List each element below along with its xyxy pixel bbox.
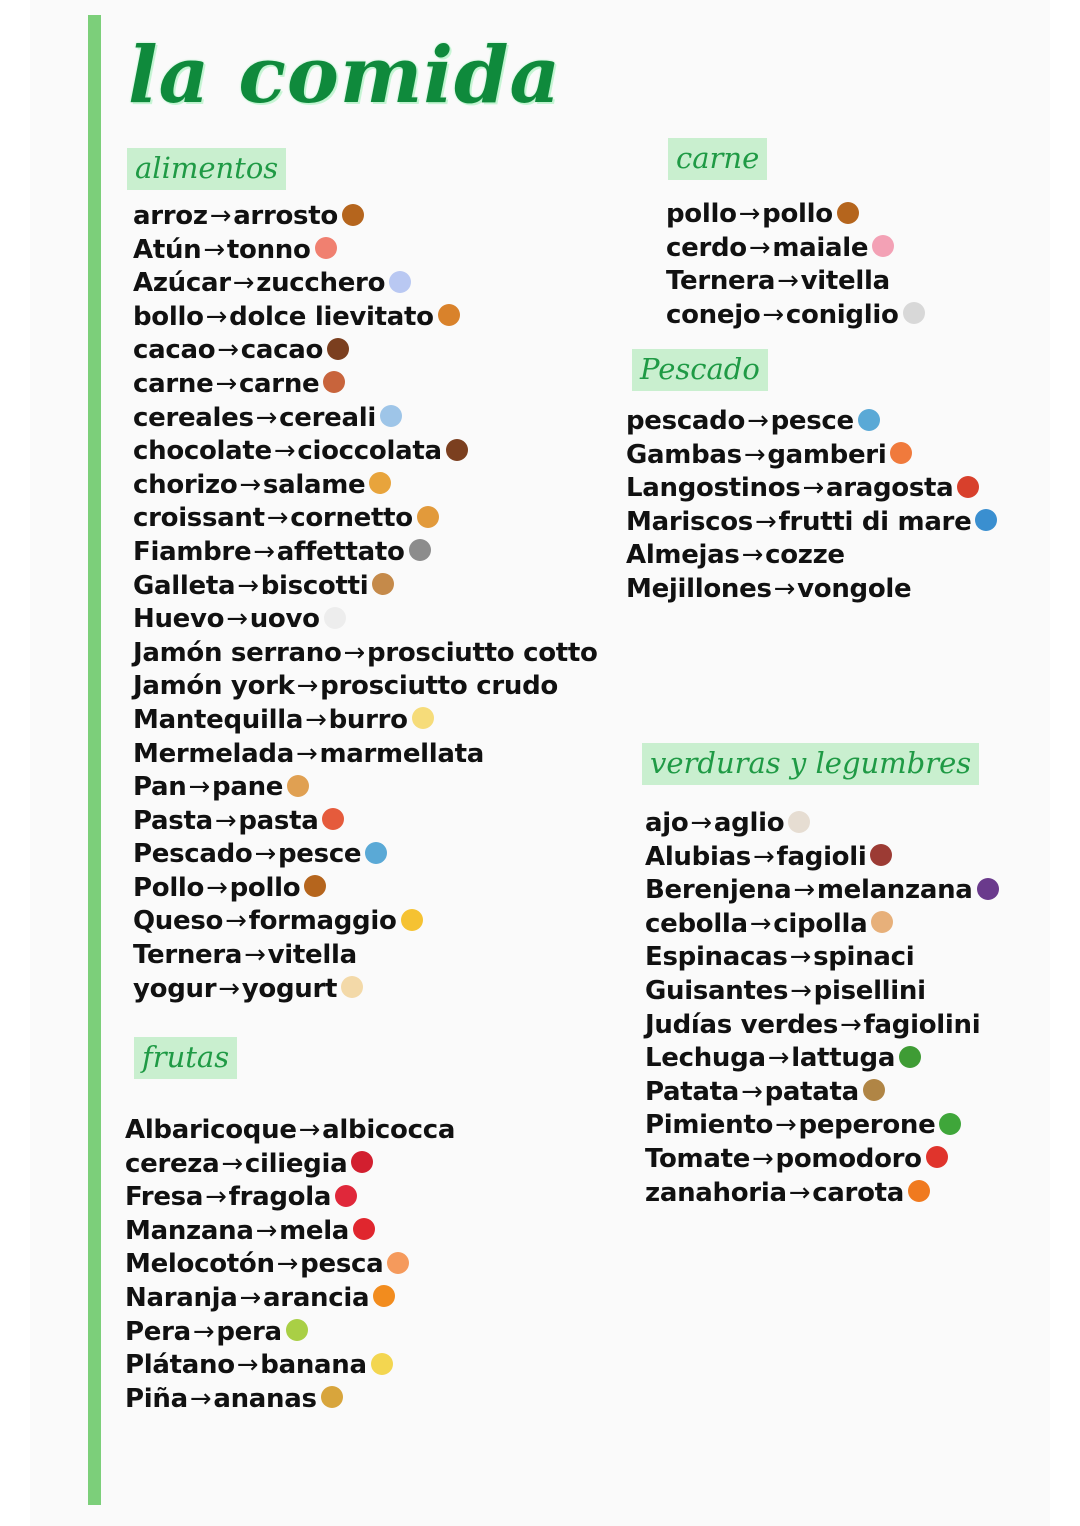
list-carne — [666, 198, 925, 332]
spanish-word: pescado — [626, 406, 746, 436]
italian-word: fragola — [228, 1182, 332, 1213]
vocab-row-pescado — [626, 472, 997, 506]
spanish-word: cebolla — [645, 908, 748, 939]
fish-icon — [365, 842, 387, 864]
spanish-word: Judías verdes — [645, 1009, 839, 1040]
vocab-row-frutas — [125, 1148, 455, 1182]
italian-word: cozze — [765, 540, 845, 571]
pineapple-icon — [321, 1386, 343, 1408]
vocab-row-frutas — [125, 1114, 455, 1148]
italian-word: salame — [262, 469, 366, 500]
vocab-row-verduras — [645, 874, 999, 908]
vocab-row-alimentos — [133, 872, 598, 906]
spanish-word: pollo — [666, 199, 737, 229]
lobster-icon — [957, 476, 979, 498]
vocab-row-alimentos — [133, 771, 598, 805]
vocab-row-alimentos — [133, 368, 598, 402]
italian-word: cioccolata — [297, 436, 442, 467]
section-label-alimentos: alimentos — [127, 148, 286, 190]
italian-word: pesca — [300, 1249, 384, 1280]
spanish-word: cereales — [133, 402, 254, 433]
arrow-icon: → — [777, 266, 799, 297]
spanish-word: Pollo — [133, 872, 205, 903]
ice-cream-icon — [341, 976, 363, 998]
spanish-word: Langostinos — [626, 473, 801, 504]
vocab-row-alimentos — [133, 973, 598, 1007]
arrow-icon: → — [253, 536, 275, 567]
arrow-icon: → — [221, 1148, 243, 1179]
vocab-row-frutas — [125, 1349, 455, 1383]
vocab-row-alimentos — [133, 435, 598, 469]
vocab-row-alimentos — [133, 670, 598, 704]
pig-nose-icon — [872, 235, 894, 257]
italian-word: vongole — [797, 573, 912, 604]
italian-word: marmellata — [319, 738, 484, 769]
page-title: la comida — [128, 30, 562, 121]
italian-word: cereali — [279, 402, 376, 433]
arrow-icon: → — [273, 436, 296, 467]
cheese-icon — [401, 909, 423, 931]
italian-word: affettato — [276, 536, 405, 567]
spanish-word: cacao — [133, 335, 216, 366]
spanish-word: Naranja — [125, 1282, 238, 1313]
pizza-icon — [369, 472, 391, 494]
arrow-icon: → — [239, 469, 261, 500]
spanish-word: Melocotón — [125, 1249, 275, 1280]
margin-rule — [88, 15, 101, 1505]
spanish-word: chorizo — [133, 469, 238, 500]
beans-icon — [870, 844, 892, 866]
rabbit-icon — [903, 302, 925, 324]
arrow-icon: → — [752, 1143, 774, 1174]
arrow-icon: → — [209, 201, 232, 231]
italian-word: aragosta — [825, 473, 954, 504]
spanish-word: Ternera — [133, 940, 243, 971]
section-label-carne: carne — [668, 138, 767, 180]
apple-icon — [353, 1218, 375, 1240]
carrot-icon — [908, 1180, 930, 1202]
italian-word: ciliegia — [244, 1148, 348, 1179]
eggplant-icon — [977, 878, 999, 900]
list-frutas — [125, 1114, 455, 1416]
italian-word: tonno — [226, 234, 311, 265]
spanish-word: Azúcar — [133, 268, 231, 299]
italian-word: ananas — [213, 1383, 317, 1414]
arrow-icon: → — [236, 1350, 259, 1381]
spanish-word: Almejas — [626, 540, 740, 571]
vocab-row-frutas — [125, 1316, 455, 1350]
arrow-icon: → — [189, 1383, 212, 1414]
vocab-row-alimentos — [133, 402, 598, 436]
arrow-icon: → — [749, 908, 772, 939]
vocab-row-verduras — [645, 1109, 999, 1143]
arrow-icon: → — [738, 199, 761, 229]
arrow-icon: → — [192, 1316, 215, 1347]
italian-word: pera — [216, 1316, 282, 1347]
spanish-word: Fiambre — [133, 536, 252, 567]
list-verduras — [645, 807, 999, 1210]
vocab-row-verduras — [645, 1042, 999, 1076]
vocab-row-pescado — [626, 439, 997, 473]
section-label-frutas: frutas — [134, 1037, 237, 1079]
vocab-row-carne — [666, 232, 925, 266]
vocab-row-verduras — [645, 841, 999, 875]
italian-word: formaggio — [248, 906, 397, 937]
italian-word: zucchero — [256, 268, 386, 299]
arrow-icon: → — [762, 299, 784, 330]
italian-word: mela — [279, 1215, 350, 1246]
vocab-row-frutas — [125, 1215, 455, 1249]
spanish-word: Pimiento — [645, 1110, 774, 1141]
arrow-icon: → — [255, 1215, 278, 1246]
italian-word: spinaci — [813, 942, 915, 973]
strawberry-icon — [335, 1185, 357, 1207]
italian-word: frutti di mare — [778, 506, 972, 537]
spanish-word: cereza — [125, 1148, 220, 1179]
spanish-word: Patata — [645, 1076, 740, 1107]
arrow-icon: → — [789, 942, 812, 973]
vocab-row-alimentos — [133, 536, 598, 570]
spanish-word: conejo — [666, 299, 761, 330]
vocab-row-alimentos — [133, 234, 598, 268]
italian-word: carne — [238, 368, 320, 399]
vocab-row-frutas — [125, 1383, 455, 1417]
arrow-icon: → — [754, 506, 777, 537]
vocab-row-alimentos — [133, 469, 598, 503]
italian-word: pomodoro — [775, 1143, 922, 1174]
spaghetti-icon — [322, 808, 344, 830]
arrow-icon: → — [298, 1115, 321, 1145]
arrow-icon: → — [205, 301, 228, 332]
egg-and-frying-pan-icon — [324, 607, 346, 629]
tomato-icon — [926, 1146, 948, 1168]
italian-word: pollo — [762, 199, 833, 229]
fish-icon — [858, 409, 880, 431]
peach-icon — [387, 1252, 409, 1274]
orange-icon — [373, 1285, 395, 1307]
italian-word: maiale — [772, 232, 869, 263]
arrow-icon: → — [305, 704, 327, 735]
spanish-word: ajo — [645, 808, 689, 838]
cookie-icon — [372, 573, 394, 595]
vocab-row-verduras — [645, 908, 999, 942]
spanish-word: croissant — [133, 503, 265, 534]
potato-icon — [863, 1079, 885, 1101]
arrow-icon: → — [747, 406, 769, 436]
italian-word: peperone — [798, 1110, 936, 1141]
spanish-word: Pasta — [133, 805, 213, 836]
arrow-icon: → — [295, 738, 318, 769]
italian-word: melanzana — [816, 875, 973, 906]
arrow-icon: → — [741, 540, 764, 571]
spanish-word: Huevo — [133, 604, 225, 635]
mooncake-icon — [438, 304, 460, 326]
vocab-row-alimentos — [133, 805, 598, 839]
vocab-row-alimentos — [133, 939, 598, 973]
arrow-icon: → — [203, 234, 225, 265]
vocab-row-pescado — [626, 573, 997, 607]
candy-icon — [389, 271, 411, 293]
arrow-icon: → — [793, 875, 815, 906]
arrow-icon: → — [741, 1076, 763, 1107]
spanish-word: Fresa — [125, 1182, 204, 1213]
italian-word: pasta — [238, 805, 319, 836]
vocab-row-alimentos — [133, 738, 598, 772]
vocab-row-carne — [666, 198, 925, 232]
italian-word: vitella — [267, 940, 357, 971]
spanish-word: yogur — [133, 973, 217, 1004]
pear-icon — [286, 1319, 308, 1341]
spanish-word: Atún — [133, 234, 202, 265]
italian-word: pisellini — [813, 975, 926, 1006]
arrow-icon: → — [266, 503, 289, 534]
arrow-icon: → — [214, 805, 237, 836]
spanish-word: cerdo — [666, 232, 747, 263]
arrow-icon: → — [802, 473, 824, 504]
arrow-icon: → — [218, 973, 240, 1004]
arrow-icon: → — [753, 841, 775, 872]
vocab-row-pescado — [626, 539, 997, 573]
italian-word: prosciutto cotto — [367, 637, 598, 668]
spanish-word: Mantequilla — [133, 704, 304, 735]
spanish-word: Mermelada — [133, 738, 294, 769]
arrow-icon: → — [296, 671, 319, 702]
section-label-pescado: Pescado — [632, 349, 768, 391]
vocab-row-alimentos — [133, 905, 598, 939]
spanish-word: Pera — [125, 1316, 191, 1347]
italian-word: pane — [212, 772, 284, 803]
poultry-leg-icon — [342, 204, 364, 226]
garlic-icon — [788, 811, 810, 833]
spanish-word: bollo — [133, 301, 204, 332]
italian-word: yogurt — [241, 973, 338, 1004]
italian-word: pesce — [278, 839, 362, 870]
spanish-word: Gambas — [626, 439, 742, 470]
arrow-icon: → — [239, 1282, 262, 1313]
vocab-row-alimentos — [133, 838, 598, 872]
arrow-icon: → — [215, 368, 237, 399]
vocab-row-alimentos — [133, 200, 598, 234]
italian-word: albicocca — [322, 1115, 456, 1145]
chocolate-bar-icon — [446, 439, 468, 461]
arrow-icon: → — [767, 1043, 790, 1074]
italian-word: arrosto — [233, 201, 338, 231]
italian-word: uovo — [249, 604, 320, 635]
vocab-row-pescado — [626, 405, 997, 439]
italian-word: lattuga — [791, 1043, 896, 1074]
spanish-word: Mariscos — [626, 506, 753, 537]
italian-word: arancia — [263, 1282, 370, 1313]
knife-icon — [409, 539, 431, 561]
spanish-word: Pescado — [133, 839, 253, 870]
section-label-verduras: verduras y legumbres — [642, 743, 979, 785]
list-pescado — [626, 405, 997, 607]
bread-icon — [287, 775, 309, 797]
vocab-row-verduras — [645, 975, 999, 1009]
arrow-icon: → — [343, 637, 366, 668]
banana-icon — [371, 1353, 393, 1375]
italian-word: cipolla — [773, 908, 868, 939]
vocab-row-verduras — [645, 1177, 999, 1211]
meat-on-bone-icon — [323, 371, 345, 393]
spanish-word: carne — [133, 368, 214, 399]
arrow-icon: → — [232, 268, 255, 299]
cherries-icon — [351, 1151, 373, 1173]
vocab-row-alimentos — [133, 334, 598, 368]
arrow-icon: → — [226, 604, 248, 635]
croissant-icon — [417, 506, 439, 528]
arrow-icon: → — [244, 940, 266, 971]
list-alimentos — [133, 200, 598, 1006]
arrow-icon: → — [276, 1249, 299, 1280]
italian-word: aglio — [713, 808, 785, 838]
vocab-row-frutas — [125, 1282, 455, 1316]
spanish-word: Queso — [133, 906, 224, 937]
arrow-icon: → — [225, 906, 247, 937]
arrow-icon: → — [775, 1110, 797, 1141]
vocab-row-alimentos — [133, 570, 598, 604]
spanish-word: Plátano — [125, 1350, 235, 1381]
spanish-word: Ternera — [666, 266, 776, 297]
wave-icon — [975, 509, 997, 531]
vocab-row-alimentos — [133, 704, 598, 738]
italian-word: prosciutto crudo — [320, 671, 558, 702]
poultry-leg-icon — [837, 202, 859, 224]
vocab-row-alimentos — [133, 637, 598, 671]
sushi-icon — [315, 237, 337, 259]
arrow-icon: → — [743, 439, 766, 470]
shrimp-icon — [890, 442, 912, 464]
arrow-icon: → — [237, 570, 259, 601]
spanish-word: Jamón york — [133, 671, 295, 702]
spanish-word: Mejillones — [626, 573, 772, 604]
vocab-row-pescado — [626, 506, 997, 540]
spanish-word: Galleta — [133, 570, 236, 601]
spanish-word: zanahoria — [645, 1177, 787, 1208]
bowl-with-spoon-icon — [380, 405, 402, 427]
vocab-row-verduras — [645, 807, 999, 841]
vocab-row-alimentos — [133, 603, 598, 637]
vocab-row-frutas — [125, 1248, 455, 1282]
vocab-row-carne — [666, 299, 925, 333]
spanish-word: Jamón serrano — [133, 637, 342, 668]
arrow-icon: → — [205, 1182, 227, 1213]
arrow-icon: → — [254, 839, 276, 870]
arrow-icon: → — [206, 872, 228, 903]
vocab-row-carne — [666, 265, 925, 299]
italian-word: biscotti — [260, 570, 369, 601]
spanish-word: Piña — [125, 1383, 188, 1414]
vocab-row-alimentos — [133, 502, 598, 536]
italian-word: gamberi — [767, 439, 887, 470]
spanish-word: Berenjena — [645, 875, 792, 906]
spanish-word: Tomate — [645, 1143, 751, 1174]
arrow-icon: → — [790, 975, 812, 1006]
arrow-icon: → — [217, 335, 239, 366]
spanish-word: Espinacas — [645, 942, 788, 973]
italian-word: cacao — [240, 335, 324, 366]
onion-icon — [871, 911, 893, 933]
italian-word: burro — [328, 704, 408, 735]
italian-word: pollo — [229, 872, 301, 903]
spanish-word: Pan — [133, 772, 187, 803]
spanish-word: Lechuga — [645, 1043, 766, 1074]
bell-pepper-icon — [939, 1113, 961, 1135]
arrow-icon: → — [788, 1177, 811, 1208]
italian-word: banana — [260, 1350, 367, 1381]
arrow-icon: → — [840, 1009, 862, 1040]
spanish-word: chocolate — [133, 436, 272, 467]
spanish-word: Albaricoque — [125, 1115, 297, 1145]
italian-word: fagioli — [776, 841, 867, 872]
arrow-icon: → — [748, 232, 771, 263]
italian-word: pesce — [770, 406, 854, 436]
butter-icon — [412, 707, 434, 729]
vocab-row-verduras — [645, 1076, 999, 1110]
spanish-word: Guisantes — [645, 975, 789, 1006]
leafy-green-icon — [899, 1046, 921, 1068]
spanish-word: arroz — [133, 201, 208, 231]
italian-word: carota — [812, 1177, 905, 1208]
vocab-row-verduras — [645, 1143, 999, 1177]
poultry-leg-icon — [304, 875, 326, 897]
arrow-icon: → — [690, 808, 712, 838]
italian-word: vitella — [800, 266, 890, 297]
vocab-row-frutas — [125, 1181, 455, 1215]
spanish-word: Alubias — [645, 841, 751, 872]
vocab-row-verduras — [645, 1009, 999, 1043]
italian-word: fagiolini — [863, 1009, 981, 1040]
italian-word: patata — [764, 1076, 859, 1107]
arrow-icon: → — [773, 573, 796, 604]
vocab-row-alimentos — [133, 301, 598, 335]
italian-word: cornetto — [290, 503, 413, 534]
vocab-row-verduras — [645, 941, 999, 975]
arrow-icon: → — [255, 402, 278, 433]
italian-word: dolce lievitato — [229, 301, 434, 332]
chocolate-bar-icon — [327, 338, 349, 360]
italian-word: coniglio — [785, 299, 899, 330]
spanish-word: Manzana — [125, 1215, 254, 1246]
vocab-row-alimentos — [133, 267, 598, 301]
arrow-icon: → — [188, 772, 211, 803]
